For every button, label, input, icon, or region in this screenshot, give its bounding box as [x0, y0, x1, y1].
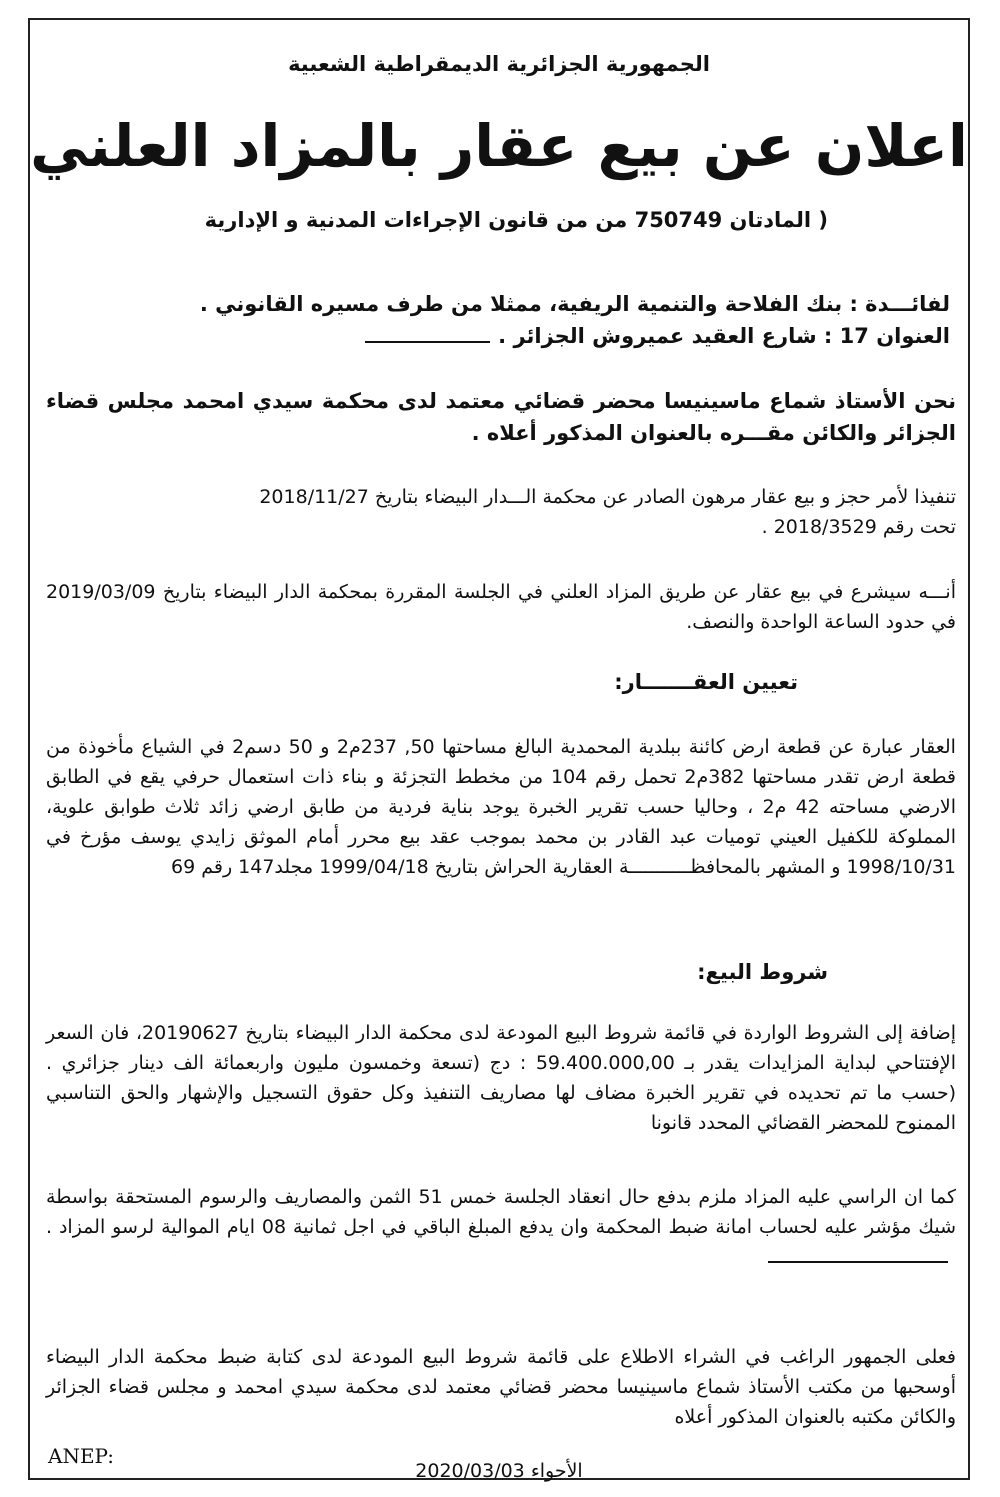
payment-terms-text: كما ان الراسي عليه المزاد ملزم بدفع حال انعقاد الجلسة خمس 51 الثمن والمصاريف والرسوم المستحقة بواسطة شيك مؤشر عليه لحساب امانة ضبط المحكمة وان يدفع المبلغ الباقي في اجل ثمانية 08 ايام الموالية لرسو المزاد . [46, 1186, 957, 1238]
bailiff-statement: نحن الأستاذ شماع ماسينيسا محضر قضائي معتمد لدى محكمة سيدي امحمد مجلس قضاء الجزائر والكائن مقـــره بالعنوان المذكور أعلاه . [46, 389, 956, 445]
legal-articles-subtitle: ( المادتان 750749 من من قانون الإجراءات المدنية و الإدارية [204, 208, 828, 232]
payment-terms [46, 1182, 956, 1272]
republic-header: الجمهورية الجزائرية الديمقراطية الشعبية [288, 52, 710, 76]
beneficiary-address-text: العنوان 17 : شارع العقيد عميروش الجزائر . [498, 324, 950, 348]
execution-order-line2: تحت رقم 2018/3529 . [761, 516, 956, 538]
property-description: العقار عبارة عن قطعة ارض كائنة ببلدية المحمدية البالغ مساحتها 50, 237م2 و 50 دسم2 في الشياع مأخوذة من قطعة ارض تقدر مساحتها 382م2 تحمل رقم 104 من مخطط التجزئة و بناء ذات استعمال حرفي يقع في الطابق الارضي مساحته 42 م2 ، وحاليا حسب تقرير الخبرة يوجد بناية فردية من طابق ارضي زائد ثلاث طوابق علوية، المملوكة للكفيل العيني توميات عبد القادر بن محمد بموجب عقد بيع محرر أمام الموثق زايدي يوسف مؤرخ في 1998/10/31 و المشهر بالمحافظـــــــــــة العقارية الحراش بتاريخ 1999/04/18 مجلد147 رقم 69 [46, 736, 957, 878]
notice-title: اعلان عن بيع عقار بالمزاد العلني [30, 112, 968, 180]
beneficiary-name: لفائـــدة : بنك الفلاحة والتنمية الريفية، ممثلا من طرف مسيره القانوني . [199, 292, 950, 316]
anep-label: ANEP: [48, 1444, 115, 1468]
closing-paragraph: فعلى الجمهور الراغب في الشراء الاطلاع على قائمة شروط البيع المودعة لدى كتابة ضبط محكمة الدار البيضاء أوسحبها من مكتب الأستاذ شماع ماسينيسا محضر قضائي معتمد لدى محكمة سيدي امحمد و مجلس قضاء الجزائر والكائن مكتبه بالعنوان المذكور أعلاه [46, 1346, 956, 1428]
execution-order-line1: تنفيذا لأمر حجز و بيع عقار مرهون الصادر عن محكمة الـــدار البيضاء بتاريخ 2018/11/27 [259, 486, 956, 508]
conditions-text: إضافة إلى الشروط الواردة في قائمة شروط البيع المودعة لدى محكمة الدار البيضاء بتاريخ 20190627، فان السعر الإفتتاحي لبداية المزايدات يقدر بـ 59.400.000,00 : دج (تسعة وخمسون مليون واربعمائة الف دينار جزائري .(حسب ما تم تحديده في تقرير الخبرة مضاف لها مصاريف التنفيذ وكل حقوق التسجيل والإشهار والحق التناسبي الممنوح للمحضر القضائي المحدد قانونا [46, 1022, 956, 1134]
execution-order [46, 482, 956, 542]
conditions-heading: شروط البيع: [697, 960, 828, 984]
property-heading: تعيين العقـــــــار: [614, 670, 798, 694]
beneficiary-address [70, 320, 950, 352]
beneficiary-block [70, 288, 950, 352]
address-underline [365, 333, 490, 343]
payment-underline [768, 1253, 948, 1263]
notice-page [28, 18, 970, 1480]
publication-date: الأجواء 2020/03/03 [415, 1460, 583, 1482]
sale-notice: أنـــه سيشرع في بيع عقار عن طريق المزاد العلني في الجلسة المقررة بمحكمة الدار البيضاء بتاريخ 2019/03/09 في حدود الساعة الواحدة والنصف. [46, 581, 956, 633]
